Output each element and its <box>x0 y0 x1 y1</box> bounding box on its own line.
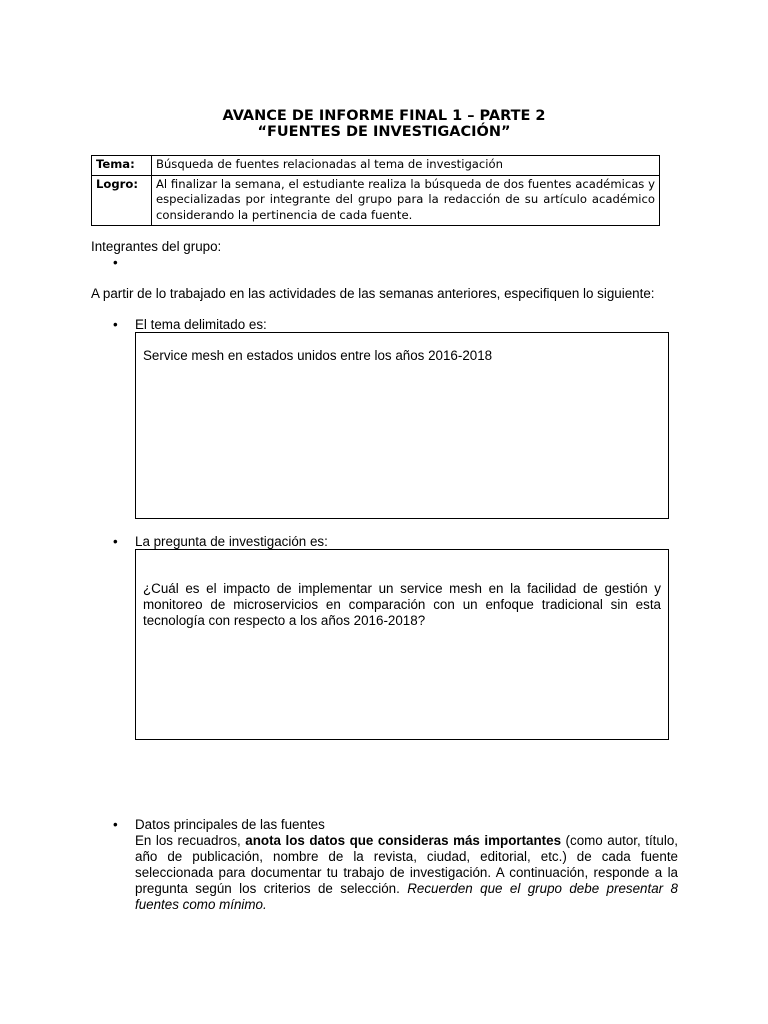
question-answer-text: ¿Cuál es el impacto de implementar un service mesh en la facilidad de gestión y monitoreo de microservicios en comparación con un enfoque tradicional sin esta tecnología con respecto a los años 2016-2018? <box>143 581 661 628</box>
document-title-line-1: AVANCE DE INFORME FINAL 1 – PARTE 2 <box>222 108 546 124</box>
sources-bold-text: anota los datos que consideras más importantes <box>245 833 562 848</box>
logro-label: Logro: <box>92 175 152 226</box>
instruction-text: A partir de lo trabajado en las actividades de las semanas anteriores, especifiquen lo siguiente: <box>91 286 655 301</box>
question-label: La pregunta de investigación es: <box>135 534 328 549</box>
topic-label: El tema delimitado es: <box>135 317 267 332</box>
members-label: Integrantes del grupo: <box>91 239 222 254</box>
tema-label: Tema: <box>92 156 152 176</box>
document-title-line-2: “FUENTES DE INVESTIGACIÓN” <box>257 124 511 140</box>
table-row <box>92 175 660 226</box>
topic-bullet: • <box>113 317 118 332</box>
table-row <box>92 156 660 176</box>
info-table <box>91 155 660 226</box>
members-bullet: • <box>113 255 118 270</box>
logro-value: Al finalizar la semana, el estudiante realiza la búsqueda de dos fuentes académicas y especializadas por integrante del grupo para la redacción de su artículo académico considerando la pertinencia de cada fuente. <box>152 175 660 226</box>
tema-value: Búsqueda de fuentes relacionadas al tema de investigación <box>152 156 660 176</box>
question-answer-box[interactable] <box>135 549 669 740</box>
sources-paragraph <box>135 833 678 913</box>
sources-text-part-1: En los recuadros, <box>135 833 246 848</box>
topic-answer-box[interactable] <box>135 332 669 519</box>
sources-bullet: • <box>113 817 118 832</box>
topic-answer-text: Service mesh en estados unidos entre los años 2016-2018 <box>143 348 493 363</box>
sources-text-part-2: (como autor, título, año de publicación, nombre de la revista, ciudad, editorial, etc.) de cada fuente seleccionada para documentar tu trabajo de investigación. A continuación, responde a la pregunta según los criterios de selección. <box>135 833 678 896</box>
sources-italic-text: Recuerden que el grupo debe presentar 8 fuentes como mínimo. <box>135 881 678 912</box>
sources-label: Datos principales de las fuentes <box>135 817 325 832</box>
question-bullet: • <box>113 534 118 549</box>
